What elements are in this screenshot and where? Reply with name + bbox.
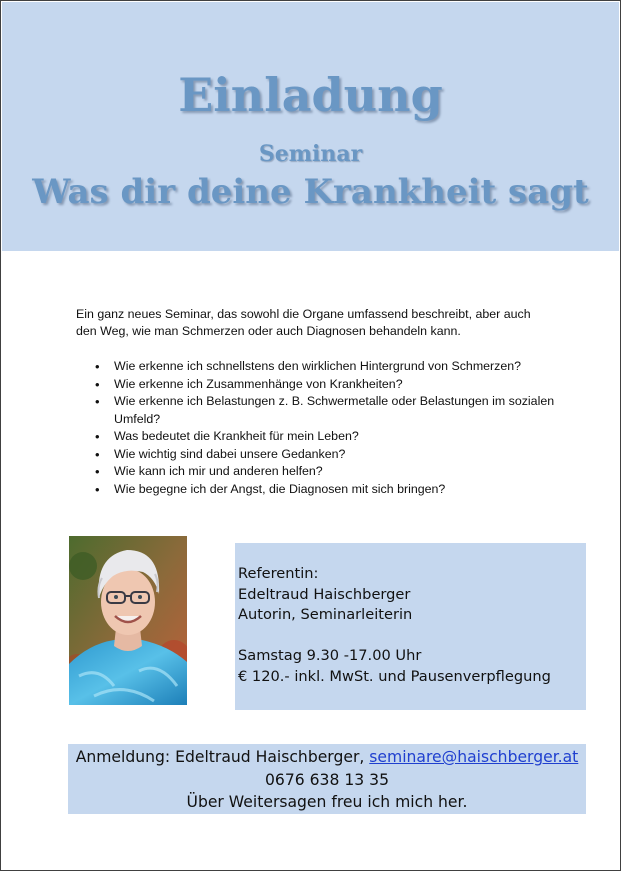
list-item: • Wie erkenne ich Zusammenhänge von Krankheiten? [114,376,584,394]
registration-line [68,746,586,769]
intro-paragraph [76,306,556,340]
registration-box [68,744,586,814]
intro-line: den Weg, wie man Schmerzen oder auch Diagnosen behandeln kann. [76,324,461,338]
email-link[interactable]: seminare@haischberger.at [369,748,579,766]
closing-line: Über Weitersagen freu ich mich her. [186,793,468,811]
list-item: • Wie erkenne ich Belastungen z. B. Schwermetalle oder Belastungen im sozialen Umfeld? [114,393,584,428]
speaker-photo [69,536,187,705]
phone-number: 0676 638 13 35 [264,770,389,789]
seminar-topic: Was dir deine Krankheit sagt [32,172,589,212]
seminar-time: Samstag 9.30 -17.00 Uhr [238,647,422,664]
speaker-label: Referentin: [238,565,319,582]
speaker-name: Edeltraud Haischberger [238,585,411,603]
list-item: • Wie kann ich mir und anderen helfen? [114,463,584,481]
page-subtitle: Seminar [258,141,363,167]
intro-line: Ein ganz neues Seminar, das sowohl die Organe umfassend beschreibt, aber auch [76,307,531,321]
list-item: • Wie erkenne ich schnellstens den wirklichen Hintergrund von Schmerzen? [114,358,584,376]
spacer [238,626,551,647]
list-item: • Wie begegne ich der Angst, die Diagnosen mit sich bringen? [114,481,584,499]
registration-prefix: Anmeldung: Edeltraud Haischberger, [75,748,365,766]
page-title: Einladung [178,68,443,122]
header-banner [2,2,619,251]
question-list [76,358,584,498]
list-item: • Wie wichtig sind dabei unsere Gedanken? [114,446,584,464]
seminar-price: € 120.- inkl. MwSt. und Pausenverpflegung [238,667,551,685]
speaker-info-box [235,543,586,710]
list-item: • Was bedeutet die Krankheit für mein Leben? [114,428,584,446]
speaker-info-text [238,564,551,687]
speaker-role: Autorin, Seminarleiterin [238,606,413,623]
